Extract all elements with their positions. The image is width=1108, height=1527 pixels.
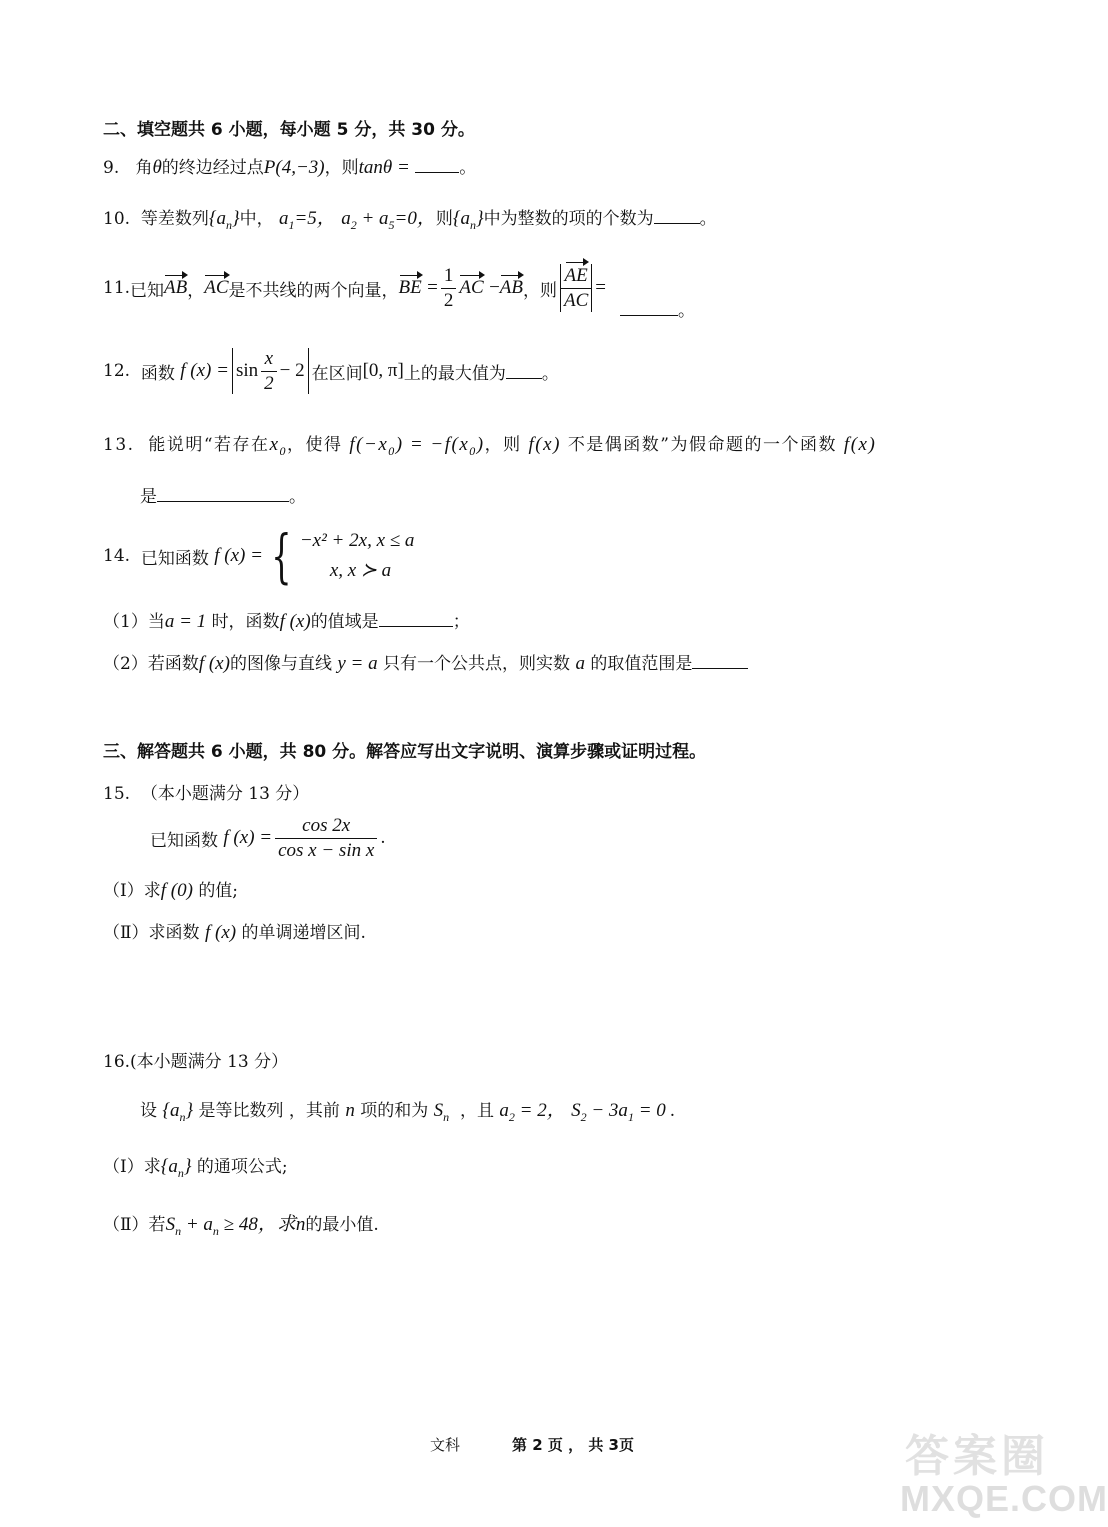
- q14-p2-text4: 的取值范围是: [590, 654, 693, 674]
- q10-seq2: $\{a_n\}$: [452, 208, 484, 232]
- q10-end: 。: [699, 209, 717, 229]
- q16-number: 16.: [103, 1052, 131, 1072]
- q14-text: 已知函数: [140, 548, 209, 569]
- q15-p2-text2: 的单调递增区间.: [241, 923, 366, 943]
- q10-text: 等差数列: [140, 209, 209, 229]
- question-12: [103, 346, 559, 396]
- q9-point: P(4,−3): [263, 157, 325, 178]
- q11-number: 11.: [103, 278, 131, 298]
- q12-abs-right: [308, 348, 309, 394]
- q16-sn: $S_n$: [433, 1100, 450, 1124]
- q10-sum: $a_2 + a_5=0$，: [341, 208, 436, 232]
- question-9: [103, 153, 476, 179]
- q16-text2: 是等比数列 ，其前: [198, 1101, 340, 1121]
- q14-p1-text2: 时，函数: [211, 612, 280, 632]
- q13-end: 。: [289, 487, 306, 507]
- q15-dot: .: [380, 828, 386, 848]
- footer-subject: 文科: [430, 1436, 461, 1454]
- q14-p1-text: （1）当: [103, 612, 165, 632]
- q14-cases: [300, 526, 415, 586]
- q13-text4: 不是偶函数”为假命题的一个函数: [567, 435, 838, 455]
- question-14: [103, 524, 414, 588]
- q16-p2-text2: 的最小值.: [305, 1215, 379, 1235]
- q10-a1: $a_1=5$，: [278, 208, 336, 232]
- q11-ratio-fraction: $\frac{AE}{AC}$: [560, 264, 592, 313]
- q13-equation: $f(-x_0) = -f(x_0)$: [349, 434, 485, 458]
- q16-p2-text: （Ⅱ）若: [103, 1215, 166, 1235]
- q16-p2-n: n: [295, 1214, 306, 1235]
- q14-case2: x, x ≻ a: [329, 560, 392, 581]
- question-13-line2: [140, 482, 306, 507]
- q15-p2-text: （Ⅱ）求函数: [103, 923, 200, 943]
- q13-text: 能说明“若存在: [148, 435, 270, 455]
- q12-sin: sin: [235, 360, 259, 381]
- question-13: [103, 430, 876, 459]
- q12-text3: 上的最大值为: [403, 363, 506, 384]
- q16-text: 设: [140, 1101, 157, 1121]
- q14-p2-text: （2）若函数: [103, 654, 199, 674]
- q12-function: f (x) =: [180, 360, 229, 381]
- q16-text4: ，且: [459, 1101, 494, 1121]
- q16-statement: [140, 1095, 675, 1125]
- q13-text3: ，则: [484, 435, 522, 455]
- q15-p1-text2: 的值;: [198, 881, 239, 901]
- q11-answer-blank[interactable]: [620, 301, 678, 316]
- q15-part2: [103, 918, 366, 944]
- q13-fx: f(x): [528, 434, 561, 455]
- q11-blank-wrap: [606, 296, 695, 321]
- q14-brace: {: [271, 522, 292, 590]
- q11-vector-ab: AB: [164, 277, 188, 298]
- q9-end: 。: [459, 158, 477, 178]
- q10-text2: 中，: [239, 209, 274, 229]
- q15-p1-text: （Ⅰ）求: [103, 881, 161, 901]
- q11-eq: =: [427, 277, 438, 298]
- q10-answer-blank[interactable]: [654, 209, 700, 224]
- q11-minus: −: [489, 277, 500, 298]
- q15-p2-fx: f (x): [204, 922, 237, 943]
- q11-comma: ，: [187, 280, 205, 301]
- q12-minus-two: − 2: [279, 360, 305, 381]
- q9-theta: θ: [152, 157, 162, 178]
- q11-text3: ，则: [523, 280, 558, 301]
- q16-p2-ineq: $S_n + a_n \ge 48$，求: [165, 1214, 296, 1238]
- q16-cond2: $S_2 - 3a_1 = 0$ .: [571, 1100, 676, 1124]
- question-11: [103, 256, 695, 320]
- q14-p2-text3: 只有一个公共点，则实数: [383, 654, 571, 674]
- q11-eq2: =: [595, 277, 607, 298]
- q14-p1-a: a = 1: [164, 611, 207, 632]
- q15-part1: [103, 876, 238, 902]
- q13-text2: ，使得: [287, 435, 343, 455]
- q9-text3: ，则: [324, 158, 359, 178]
- q14-p1-answer-blank[interactable]: [379, 612, 453, 627]
- q15-statement: [150, 812, 386, 864]
- q12-interval: [0, π]: [362, 360, 404, 381]
- q16-cond1: $a_2 = 2$，: [499, 1100, 566, 1124]
- q9-text2: 的终边经过点: [161, 158, 264, 178]
- q10-text4: 中为整数的项的个数为: [483, 209, 654, 229]
- q12-text: 函数: [140, 363, 175, 384]
- question-10: [103, 203, 717, 233]
- q16-p1-text2: 的通项公式;: [196, 1157, 288, 1177]
- q16-score: (本小题满分 13 分）: [130, 1052, 289, 1072]
- q11-vector-ac-2: AC: [459, 277, 484, 298]
- q14-p2-text2: 的图像与直线: [229, 654, 332, 674]
- q13-line2-text: 是: [140, 487, 157, 507]
- q14-case1: −x² + 2x, x ≤ a: [299, 530, 415, 551]
- q13-answer-blank[interactable]: [157, 487, 289, 502]
- q10-seq: $\{a_n\}$: [208, 208, 240, 232]
- section3-heading: 三、解答题共 6 小题，共 80 分。解答应写出文字说明、演算步骤或证明过程。: [103, 742, 707, 762]
- q16-seq: $\{a_n\}$: [162, 1100, 194, 1124]
- q11-vector-be: BE: [398, 277, 422, 298]
- q12-number: 12.: [103, 361, 131, 381]
- q16-part1: [103, 1152, 288, 1181]
- q16-part2: [103, 1209, 379, 1239]
- q13-x0: $x_0$: [269, 434, 287, 458]
- q16-p1-text: （Ⅰ）求: [103, 1157, 161, 1177]
- watermark-url: MXQE.COM: [900, 1478, 1108, 1519]
- q14-function: f (x) =: [214, 545, 263, 566]
- watermark-logo: 答案圈: [905, 1432, 1049, 1481]
- footer-page: 第 2 页 ， 共 3页: [512, 1436, 634, 1454]
- q16-n: n: [345, 1100, 355, 1121]
- q14-p1-fx: f (x): [279, 611, 311, 632]
- q14-part1: [103, 607, 470, 633]
- q12-answer-blank[interactable]: [506, 364, 542, 379]
- q16-p1-seq: $\{a_n\}$: [160, 1156, 192, 1180]
- q14-p1-end: ；: [452, 612, 470, 632]
- q9-text: 角: [135, 158, 153, 178]
- q14-p2-a: a: [575, 653, 585, 674]
- q16-text3: 项的和为: [360, 1101, 429, 1121]
- section2-heading: 二、填空题共 6 小题，每小题 5 分，共 30 分。: [103, 120, 475, 140]
- q15-header: [103, 779, 309, 804]
- q9-tan: tanθ =: [358, 157, 410, 178]
- q15-p1-f0: f (0): [160, 880, 193, 901]
- q15-text: 已知函数: [150, 830, 218, 851]
- q14-part2: [103, 649, 748, 675]
- q15-score: （本小题满分 13 分）: [140, 784, 310, 804]
- q14-p2-line: y = a: [337, 653, 378, 674]
- q14-number: 14.: [103, 546, 131, 566]
- q11-vector-ab-2: AB: [499, 277, 524, 298]
- q9-answer-blank[interactable]: [415, 158, 459, 173]
- q11-text: 已知: [130, 280, 165, 301]
- q11-fraction-half: $\frac{1}{2}$: [441, 264, 457, 313]
- q14-p2-answer-blank[interactable]: [692, 654, 748, 669]
- q10-text3: 则: [435, 209, 453, 229]
- q12-fraction: $\frac{x}{2}$: [261, 347, 277, 396]
- q16-header: [103, 1047, 288, 1072]
- q12-abs-left: [232, 348, 233, 394]
- q13-number: 13.: [103, 435, 135, 455]
- q15-fraction: $\frac{\cos 2x}{\text{cos x − sin x}}$: [275, 814, 377, 863]
- q14-p1-text3: 的值域是: [310, 612, 379, 632]
- q11-text2: 是不共线的两个向量，: [228, 280, 399, 301]
- q12-text2: 在区间: [311, 363, 363, 384]
- q9-number: 9.: [103, 158, 120, 178]
- q13-fx-2: f(x): [843, 434, 877, 455]
- q11-vector-ac: AC: [204, 277, 229, 298]
- q15-number: 15.: [103, 784, 131, 804]
- q15-function: f (x) =: [223, 827, 273, 848]
- q10-number: 10.: [103, 209, 131, 229]
- q14-p2-fx: f (x): [198, 653, 230, 674]
- q11-end: 。: [678, 300, 696, 321]
- q12-end: 。: [541, 363, 559, 384]
